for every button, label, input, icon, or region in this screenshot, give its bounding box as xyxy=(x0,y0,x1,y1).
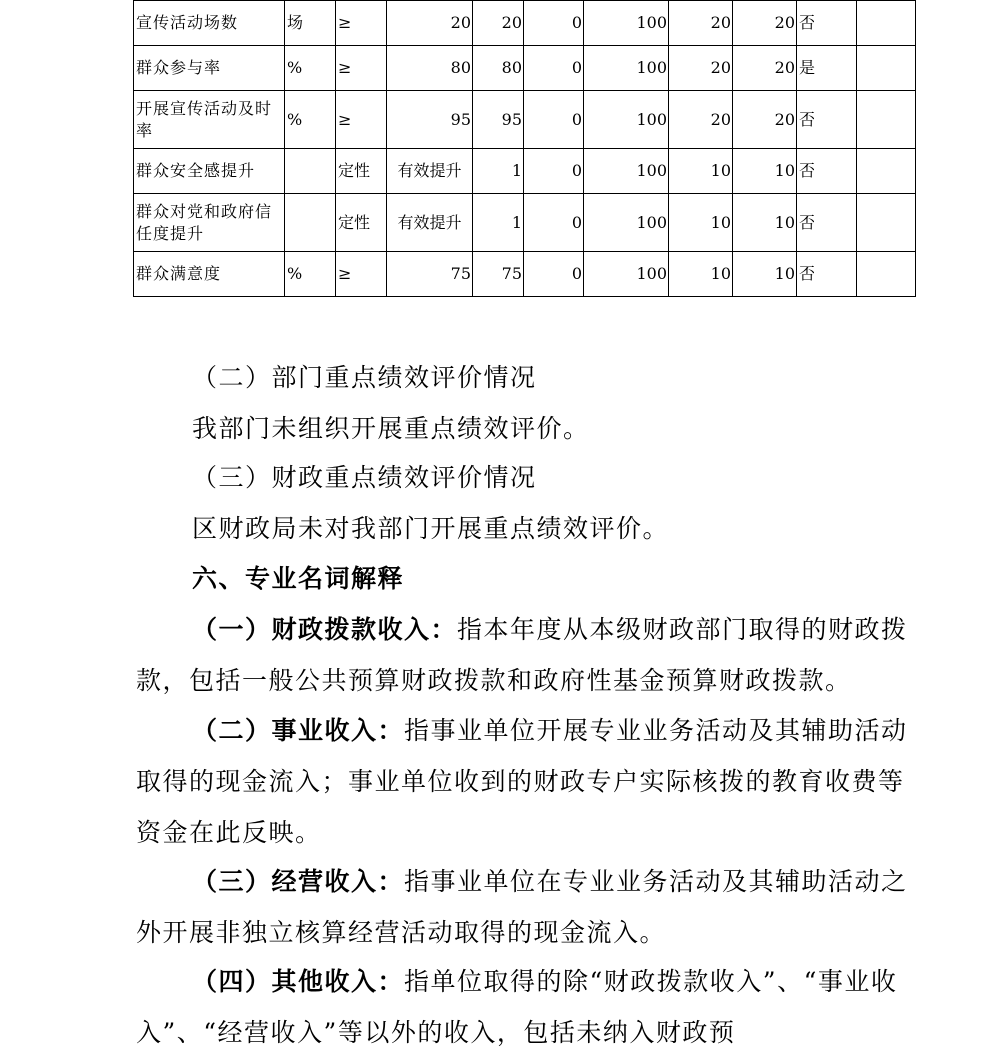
indicator-flag: 否 xyxy=(797,91,857,149)
indicator-value-4: 100 xyxy=(584,1,669,46)
indicator-actual: 1 xyxy=(473,194,524,252)
indicator-flag: 否 xyxy=(797,1,857,46)
indicator-value-4: 100 xyxy=(584,149,669,194)
definition-term: （四）其他收入： xyxy=(192,967,405,996)
indicator-value-4: 100 xyxy=(584,252,669,297)
indicator-actual: 75 xyxy=(473,252,524,297)
indicator-note xyxy=(857,194,916,252)
indicator-name: 宣传活动场数 xyxy=(134,1,285,46)
indicator-note xyxy=(857,91,916,149)
table-row xyxy=(134,252,916,297)
indicator-value-6: 20 xyxy=(733,46,797,91)
indicator-unit xyxy=(285,149,336,194)
indicator-value-6: 10 xyxy=(733,252,797,297)
section-2-body: 我部门未组织开展重点绩效评价。 xyxy=(192,414,590,443)
indicator-note xyxy=(857,1,916,46)
definition-text: 指本年度从本级财政部门取得的财政拨款，包括一般公共预算财政拨款和政府性基金预算财政拨款。 xyxy=(136,615,908,695)
indicator-operator: ≥ xyxy=(336,1,387,46)
indicator-value-4: 100 xyxy=(584,91,669,149)
indicator-note xyxy=(857,149,916,194)
definition-term: （一）财政拨款收入： xyxy=(192,615,458,644)
indicator-value-3: 0 xyxy=(524,252,584,297)
definition-term: （三）经营收入： xyxy=(192,867,405,896)
indicator-value-5: 20 xyxy=(669,46,733,91)
table-row xyxy=(134,194,916,252)
indicator-value-6: 20 xyxy=(733,91,797,149)
indicator-name: 开展宣传活动及时率 xyxy=(134,91,285,149)
section-3-heading: （三）财政重点绩效评价情况 xyxy=(192,463,537,492)
indicator-operator: ≥ xyxy=(336,252,387,297)
indicator-value-5: 10 xyxy=(669,252,733,297)
indicator-actual: 95 xyxy=(473,91,524,149)
table-row xyxy=(134,1,916,46)
indicator-value-3: 0 xyxy=(524,194,584,252)
indicator-actual: 1 xyxy=(473,149,524,194)
indicator-target: 80 xyxy=(387,46,473,91)
indicator-operator: 定性 xyxy=(336,149,387,194)
section-6-heading: 六、专业名词解释 xyxy=(192,564,405,593)
table-row xyxy=(134,149,916,194)
indicator-operator: ≥ xyxy=(336,46,387,91)
indicator-unit: % xyxy=(285,252,336,297)
indicator-name: 群众满意度 xyxy=(134,252,285,297)
definition-term: （二）事业收入： xyxy=(192,716,405,745)
indicator-value-5: 20 xyxy=(669,91,733,149)
definition-text: 指单位取得的除“财政拨款收入”、“事业收入”、“经营收入”等以外的收入，包括未纳入财政预 xyxy=(136,967,898,1047)
table-row xyxy=(134,46,916,91)
definition-text: 指事业单位开展专业业务活动及其辅助活动取得的现金流入；事业单位收到的财政专户实际核拨的教育收费等资金在此反映。 xyxy=(136,716,908,847)
indicator-value-6: 20 xyxy=(733,1,797,46)
indicator-flag: 否 xyxy=(797,149,857,194)
definition-other-income xyxy=(136,956,926,1058)
indicator-actual: 20 xyxy=(473,1,524,46)
indicator-value-5: 20 xyxy=(669,1,733,46)
indicator-flag: 是 xyxy=(797,46,857,91)
indicator-flag: 否 xyxy=(797,252,857,297)
indicator-actual: 80 xyxy=(473,46,524,91)
definition-operating-income xyxy=(136,856,926,958)
section-2-heading: （二）部门重点绩效评价情况 xyxy=(192,363,537,392)
indicator-value-4: 100 xyxy=(584,194,669,252)
indicator-target: 95 xyxy=(387,91,473,149)
indicator-name: 群众安全感提升 xyxy=(134,149,285,194)
indicator-flag: 否 xyxy=(797,194,857,252)
indicator-value-3: 0 xyxy=(524,91,584,149)
indicator-unit: 场 xyxy=(285,1,336,46)
indicator-name: 群众参与率 xyxy=(134,46,285,91)
indicator-unit: % xyxy=(285,91,336,149)
indicator-name: 群众对党和政府信任度提升 xyxy=(134,194,285,252)
definition-fiscal-appropriation xyxy=(136,604,926,706)
definition-business-income xyxy=(136,705,926,858)
indicator-target: 75 xyxy=(387,252,473,297)
section-3-body: 区财政局未对我部门开展重点绩效评价。 xyxy=(192,514,670,543)
indicator-value-3: 0 xyxy=(524,46,584,91)
indicator-operator: 定性 xyxy=(336,194,387,252)
indicator-value-5: 10 xyxy=(669,149,733,194)
indicator-note xyxy=(857,252,916,297)
indicator-value-4: 100 xyxy=(584,46,669,91)
indicator-unit xyxy=(285,194,336,252)
indicator-target: 有效提升 xyxy=(387,149,473,194)
indicator-value-3: 0 xyxy=(524,149,584,194)
indicator-target: 有效提升 xyxy=(387,194,473,252)
indicator-value-5: 10 xyxy=(669,194,733,252)
indicator-target: 20 xyxy=(387,1,473,46)
table-row xyxy=(134,91,916,149)
indicator-value-3: 0 xyxy=(524,1,584,46)
indicator-operator: ≥ xyxy=(336,91,387,149)
indicator-value-6: 10 xyxy=(733,194,797,252)
definition-text: 指事业单位在专业业务活动及其辅助活动之外开展非独立核算经营活动取得的现金流入。 xyxy=(136,867,908,947)
indicator-unit: % xyxy=(285,46,336,91)
indicator-value-6: 10 xyxy=(733,149,797,194)
performance-indicator-table xyxy=(133,0,916,297)
indicator-note xyxy=(857,46,916,91)
